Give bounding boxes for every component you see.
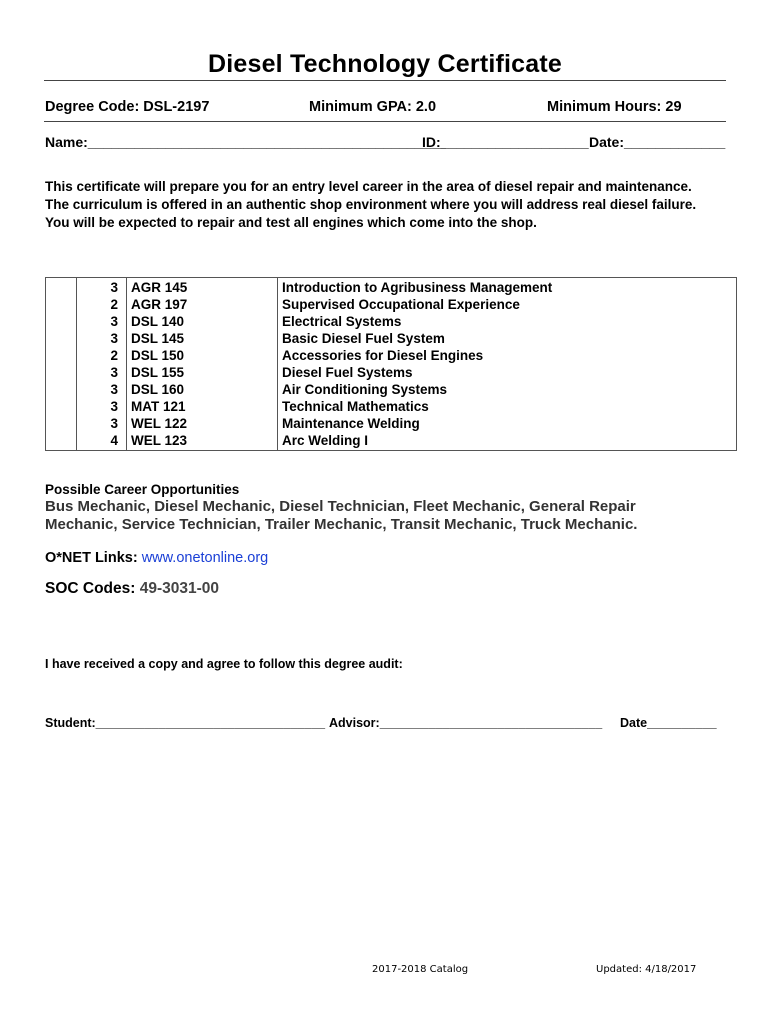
course-code: DSL 145 [127, 330, 278, 347]
course-credits: 3 [77, 415, 127, 432]
course-row [46, 330, 737, 347]
soc-codes [45, 580, 219, 598]
course-blank-cell [46, 313, 77, 330]
intro-line: This certificate will prepare you for an entry level career in the area of diesel repair and maintenance. [45, 179, 692, 194]
course-code: MAT 121 [127, 398, 278, 415]
course-row [46, 278, 737, 297]
course-credits: 4 [77, 432, 127, 451]
agreement-statement: I have received a copy and agree to follow this degree audit: [45, 657, 403, 671]
course-blank-cell [46, 432, 77, 451]
course-row [46, 415, 737, 432]
course-title: Maintenance Welding [278, 415, 737, 432]
course-credits: 2 [77, 296, 127, 313]
course-credits: 3 [77, 398, 127, 415]
course-credits: 2 [77, 347, 127, 364]
course-credits: 3 [77, 278, 127, 297]
degree-code: Degree Code: DSL-2197 [45, 99, 210, 115]
onet-label: O*NET Links: [45, 550, 138, 566]
course-credits: 3 [77, 330, 127, 347]
course-blank-cell [46, 330, 77, 347]
date-field[interactable]: Date:_____________ [589, 134, 726, 150]
course-title: Supervised Occupational Experience [278, 296, 737, 313]
course-code: DSL 140 [127, 313, 278, 330]
catalog-year: 2017-2018 Catalog [372, 964, 469, 975]
course-credits: 3 [77, 364, 127, 381]
name-field[interactable]: Name:______________________________________________ [45, 134, 446, 150]
course-title: Diesel Fuel Systems [278, 364, 737, 381]
course-code: DSL 160 [127, 381, 278, 398]
student-signature-field[interactable]: Student:_________________________________ [45, 716, 326, 730]
meta-divider [44, 121, 726, 122]
course-row [46, 364, 737, 381]
id-field[interactable]: ID:___________________ [422, 134, 589, 150]
career-heading: Possible Career Opportunities [45, 482, 240, 497]
course-title: Technical Mathematics [278, 398, 737, 415]
updated-date: Updated: 4/18/2017 [596, 964, 697, 975]
career-list [45, 498, 735, 534]
course-code: AGR 145 [127, 278, 278, 297]
signature-date-field[interactable]: Date__________ [620, 716, 717, 730]
course-code: DSL 155 [127, 364, 278, 381]
course-title: Basic Diesel Fuel System [278, 330, 737, 347]
minimum-hours: Minimum Hours: 29 [547, 99, 682, 115]
course-row [46, 347, 737, 364]
course-row [46, 313, 737, 330]
course-blank-cell [46, 296, 77, 313]
course-row [46, 398, 737, 415]
minimum-gpa: Minimum GPA: 2.0 [309, 99, 437, 115]
course-blank-cell [46, 398, 77, 415]
course-credits: 3 [77, 381, 127, 398]
career-line: Bus Mechanic, Diesel Mechanic, Diesel Technician, Fleet Mechanic, General Repair [45, 498, 636, 515]
onet-link[interactable]: www.onetonline.org [141, 550, 269, 566]
course-row [46, 381, 737, 398]
title-divider [44, 80, 726, 81]
course-blank-cell [46, 347, 77, 364]
course-row [46, 432, 737, 451]
intro-line: The curriculum is offered in an authentic shop environment where you will address real diesel failure. [45, 197, 697, 212]
course-code: DSL 150 [127, 347, 278, 364]
course-credits: 3 [77, 313, 127, 330]
soc-label: SOC Codes: [45, 580, 136, 597]
page-title: Diesel Technology Certificate [207, 50, 563, 78]
course-blank-cell [46, 364, 77, 381]
course-row [46, 296, 737, 313]
course-title: Electrical Systems [278, 313, 737, 330]
course-blank-cell [46, 278, 77, 297]
course-code: WEL 123 [127, 432, 278, 451]
intro-line: You will be expected to repair and test all engines which come into the shop. [45, 215, 537, 230]
onet-links [45, 550, 268, 566]
advisor-signature-field[interactable]: Advisor:________________________________ [329, 716, 603, 730]
course-title: Air Conditioning Systems [278, 381, 737, 398]
course-title: Introduction to Agribusiness Management [278, 278, 737, 297]
course-table [45, 277, 737, 451]
course-code: AGR 197 [127, 296, 278, 313]
soc-code: 49-3031-00 [139, 580, 220, 597]
course-title: Accessories for Diesel Engines [278, 347, 737, 364]
course-title: Arc Welding I [278, 432, 737, 451]
course-blank-cell [46, 415, 77, 432]
intro-paragraph [45, 178, 735, 232]
career-line: Mechanic, Service Technician, Trailer Mechanic, Transit Mechanic, Truck Mechanic. [45, 516, 638, 533]
course-blank-cell [46, 381, 77, 398]
course-code: WEL 122 [127, 415, 278, 432]
